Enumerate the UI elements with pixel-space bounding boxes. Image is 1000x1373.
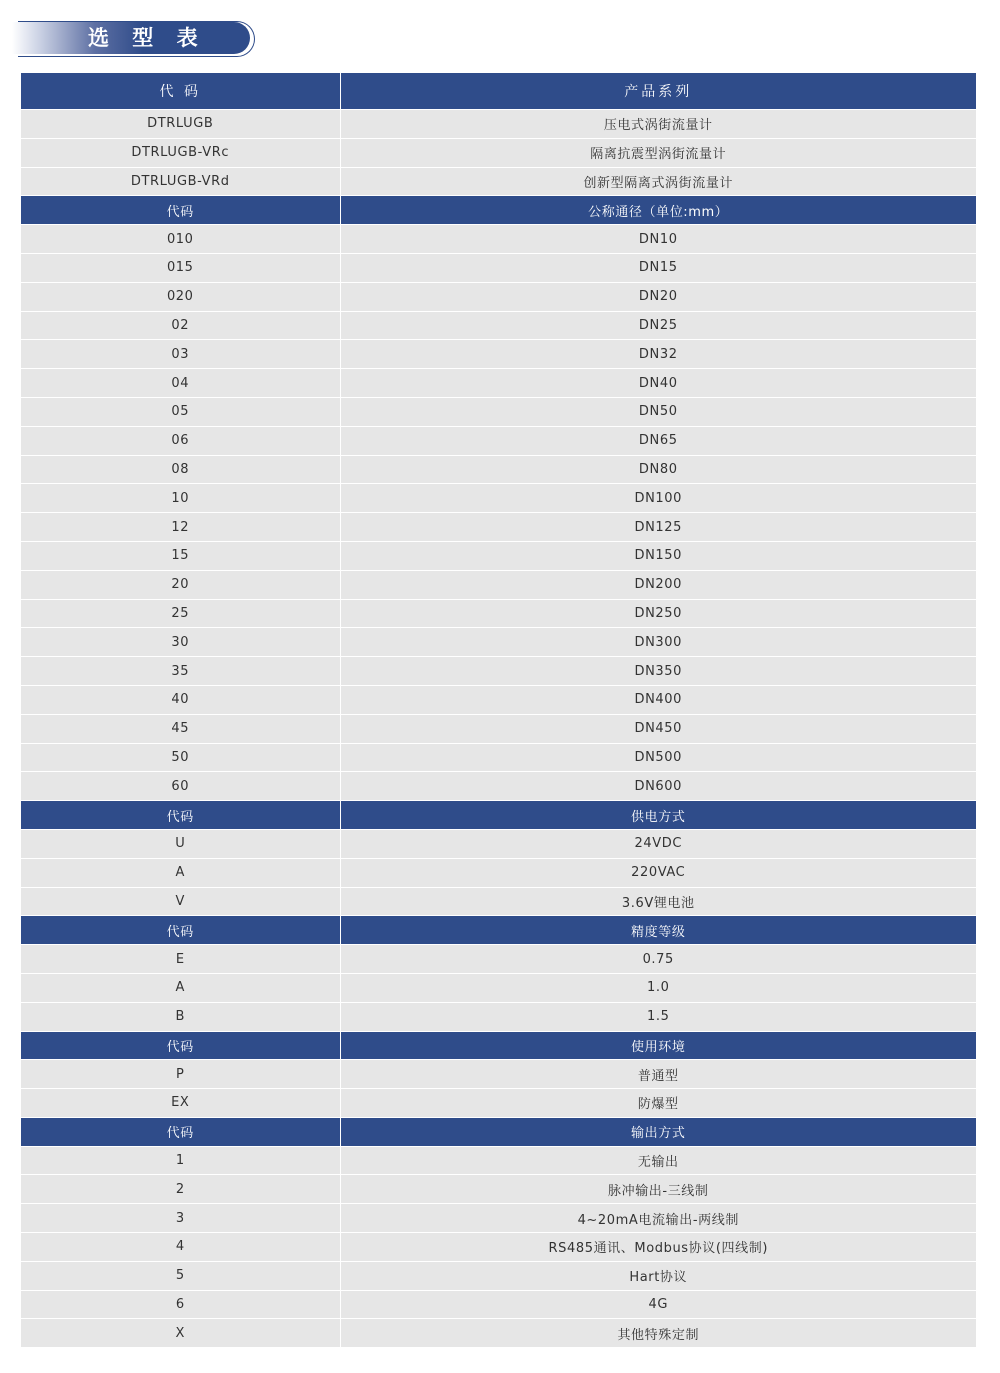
value-cell: DN40: [340, 369, 976, 398]
code-cell: 45: [21, 714, 340, 743]
value-cell: DN100: [340, 484, 976, 513]
code-cell: 12: [21, 513, 340, 542]
value-cell: DN10: [340, 225, 976, 254]
table-row: [21, 397, 976, 426]
table-row: [21, 570, 976, 599]
table-row: [21, 1060, 976, 1089]
code-cell: 60: [21, 772, 340, 801]
table-row: [21, 369, 976, 398]
table-row: [21, 858, 976, 887]
section-header-label: 使用环境: [340, 1031, 976, 1060]
table-row: [21, 1290, 976, 1319]
table-row: [21, 887, 976, 916]
code-cell: U: [21, 829, 340, 858]
code-cell: DTRLUGB-VRc: [21, 138, 340, 167]
value-cell: DN150: [340, 541, 976, 570]
value-cell: 220VAC: [340, 858, 976, 887]
value-cell: 脉冲输出-三线制: [340, 1175, 976, 1204]
table-row: [21, 599, 976, 628]
code-cell: X: [21, 1319, 340, 1348]
code-cell: 06: [21, 426, 340, 455]
code-cell: 20: [21, 570, 340, 599]
value-cell: DN50: [340, 397, 976, 426]
value-cell: 0.75: [340, 945, 976, 974]
table-row: [21, 1319, 976, 1348]
code-cell: 02: [21, 311, 340, 340]
code-cell: 5: [21, 1261, 340, 1290]
code-cell: 3: [21, 1204, 340, 1233]
value-cell: DN350: [340, 657, 976, 686]
value-cell: 压电式涡街流量计: [340, 110, 976, 139]
table-row: [21, 714, 976, 743]
section-header-code: 代码: [21, 801, 340, 830]
value-cell: DN65: [340, 426, 976, 455]
value-cell: 无输出: [340, 1146, 976, 1175]
code-cell: 04: [21, 369, 340, 398]
code-cell: A: [21, 973, 340, 1002]
code-cell: 03: [21, 340, 340, 369]
value-cell: DN450: [340, 714, 976, 743]
section-header-code: 代码: [21, 196, 340, 225]
code-cell: 015: [21, 253, 340, 282]
table-row: [21, 484, 976, 513]
value-cell: DN250: [340, 599, 976, 628]
section-header-row: [21, 1117, 976, 1146]
page-title: 选 型 表: [88, 26, 206, 50]
table-row: [21, 945, 976, 974]
value-cell: 4G: [340, 1290, 976, 1319]
table-row: [21, 743, 976, 772]
table-row: [21, 225, 976, 254]
table-row: [21, 426, 976, 455]
section-header-code: 代码: [21, 1117, 340, 1146]
value-cell: DN400: [340, 685, 976, 714]
header-code: 代 码: [21, 73, 340, 110]
section-header-code: 代码: [21, 1031, 340, 1060]
table-row: [21, 1261, 976, 1290]
section-header-row: [21, 1031, 976, 1060]
table-row: [21, 513, 976, 542]
code-cell: 40: [21, 685, 340, 714]
value-cell: DN25: [340, 311, 976, 340]
selection-table: [21, 73, 976, 1348]
table-row: [21, 628, 976, 657]
code-cell: A: [21, 858, 340, 887]
value-cell: DN500: [340, 743, 976, 772]
code-cell: 05: [21, 397, 340, 426]
value-cell: 3.6V锂电池: [340, 887, 976, 916]
code-cell: 6: [21, 1290, 340, 1319]
value-cell: RS485通讯、Modbus协议(四线制): [340, 1233, 976, 1262]
value-cell: 1.5: [340, 1002, 976, 1031]
table-row: [21, 340, 976, 369]
table-row: [21, 455, 976, 484]
section-header-row: [21, 801, 976, 830]
code-cell: 010: [21, 225, 340, 254]
value-cell: 24VDC: [340, 829, 976, 858]
code-cell: 30: [21, 628, 340, 657]
table-row: [21, 1175, 976, 1204]
code-cell: V: [21, 887, 340, 916]
code-cell: EX: [21, 1089, 340, 1118]
code-cell: 020: [21, 282, 340, 311]
section-header-code: 代码: [21, 916, 340, 945]
value-cell: DN80: [340, 455, 976, 484]
table-row: [21, 829, 976, 858]
value-cell: 其他特殊定制: [340, 1319, 976, 1348]
value-cell: DN300: [340, 628, 976, 657]
title-badge: [12, 21, 256, 57]
value-cell: Hart协议: [340, 1261, 976, 1290]
table-row: [21, 772, 976, 801]
value-cell: 防爆型: [340, 1089, 976, 1118]
code-cell: 15: [21, 541, 340, 570]
value-cell: DN20: [340, 282, 976, 311]
value-cell: 隔离抗震型涡街流量计: [340, 138, 976, 167]
section-header-label: 供电方式: [340, 801, 976, 830]
code-cell: P: [21, 1060, 340, 1089]
value-cell: DN32: [340, 340, 976, 369]
code-cell: 35: [21, 657, 340, 686]
code-cell: 4: [21, 1233, 340, 1262]
code-cell: 10: [21, 484, 340, 513]
table-row: [21, 1146, 976, 1175]
value-cell: DN15: [340, 253, 976, 282]
code-cell: 08: [21, 455, 340, 484]
value-cell: DN200: [340, 570, 976, 599]
code-cell: 2: [21, 1175, 340, 1204]
value-cell: DN600: [340, 772, 976, 801]
table-row: [21, 253, 976, 282]
table-row: [21, 1204, 976, 1233]
value-cell: DN125: [340, 513, 976, 542]
table-row: [21, 110, 976, 139]
table-row: [21, 685, 976, 714]
table-row: [21, 973, 976, 1002]
table-row: [21, 282, 976, 311]
code-cell: DTRLUGB: [21, 110, 340, 139]
value-cell: 4~20mA电流输出-两线制: [340, 1204, 976, 1233]
table-row: [21, 1089, 976, 1118]
section-header-row: [21, 196, 976, 225]
code-cell: B: [21, 1002, 340, 1031]
table-row: [21, 167, 976, 196]
table-row: [21, 1002, 976, 1031]
section-header-label: 输出方式: [340, 1117, 976, 1146]
header-label: 产品系列: [340, 73, 976, 110]
code-cell: DTRLUGB-VRd: [21, 167, 340, 196]
section-header-label: 精度等级: [340, 916, 976, 945]
table-row: [21, 311, 976, 340]
code-cell: 25: [21, 599, 340, 628]
table-row: [21, 541, 976, 570]
table-header-row: [21, 73, 976, 110]
section-header-label: 公称通径（单位:mm）: [340, 196, 976, 225]
code-cell: 50: [21, 743, 340, 772]
value-cell: 1.0: [340, 973, 976, 1002]
table-row: [21, 657, 976, 686]
table-row: [21, 138, 976, 167]
code-cell: 1: [21, 1146, 340, 1175]
table-row: [21, 1233, 976, 1262]
section-header-row: [21, 916, 976, 945]
selection-table-body: [21, 73, 976, 1348]
code-cell: E: [21, 945, 340, 974]
value-cell: 普通型: [340, 1060, 976, 1089]
value-cell: 创新型隔离式涡街流量计: [340, 167, 976, 196]
